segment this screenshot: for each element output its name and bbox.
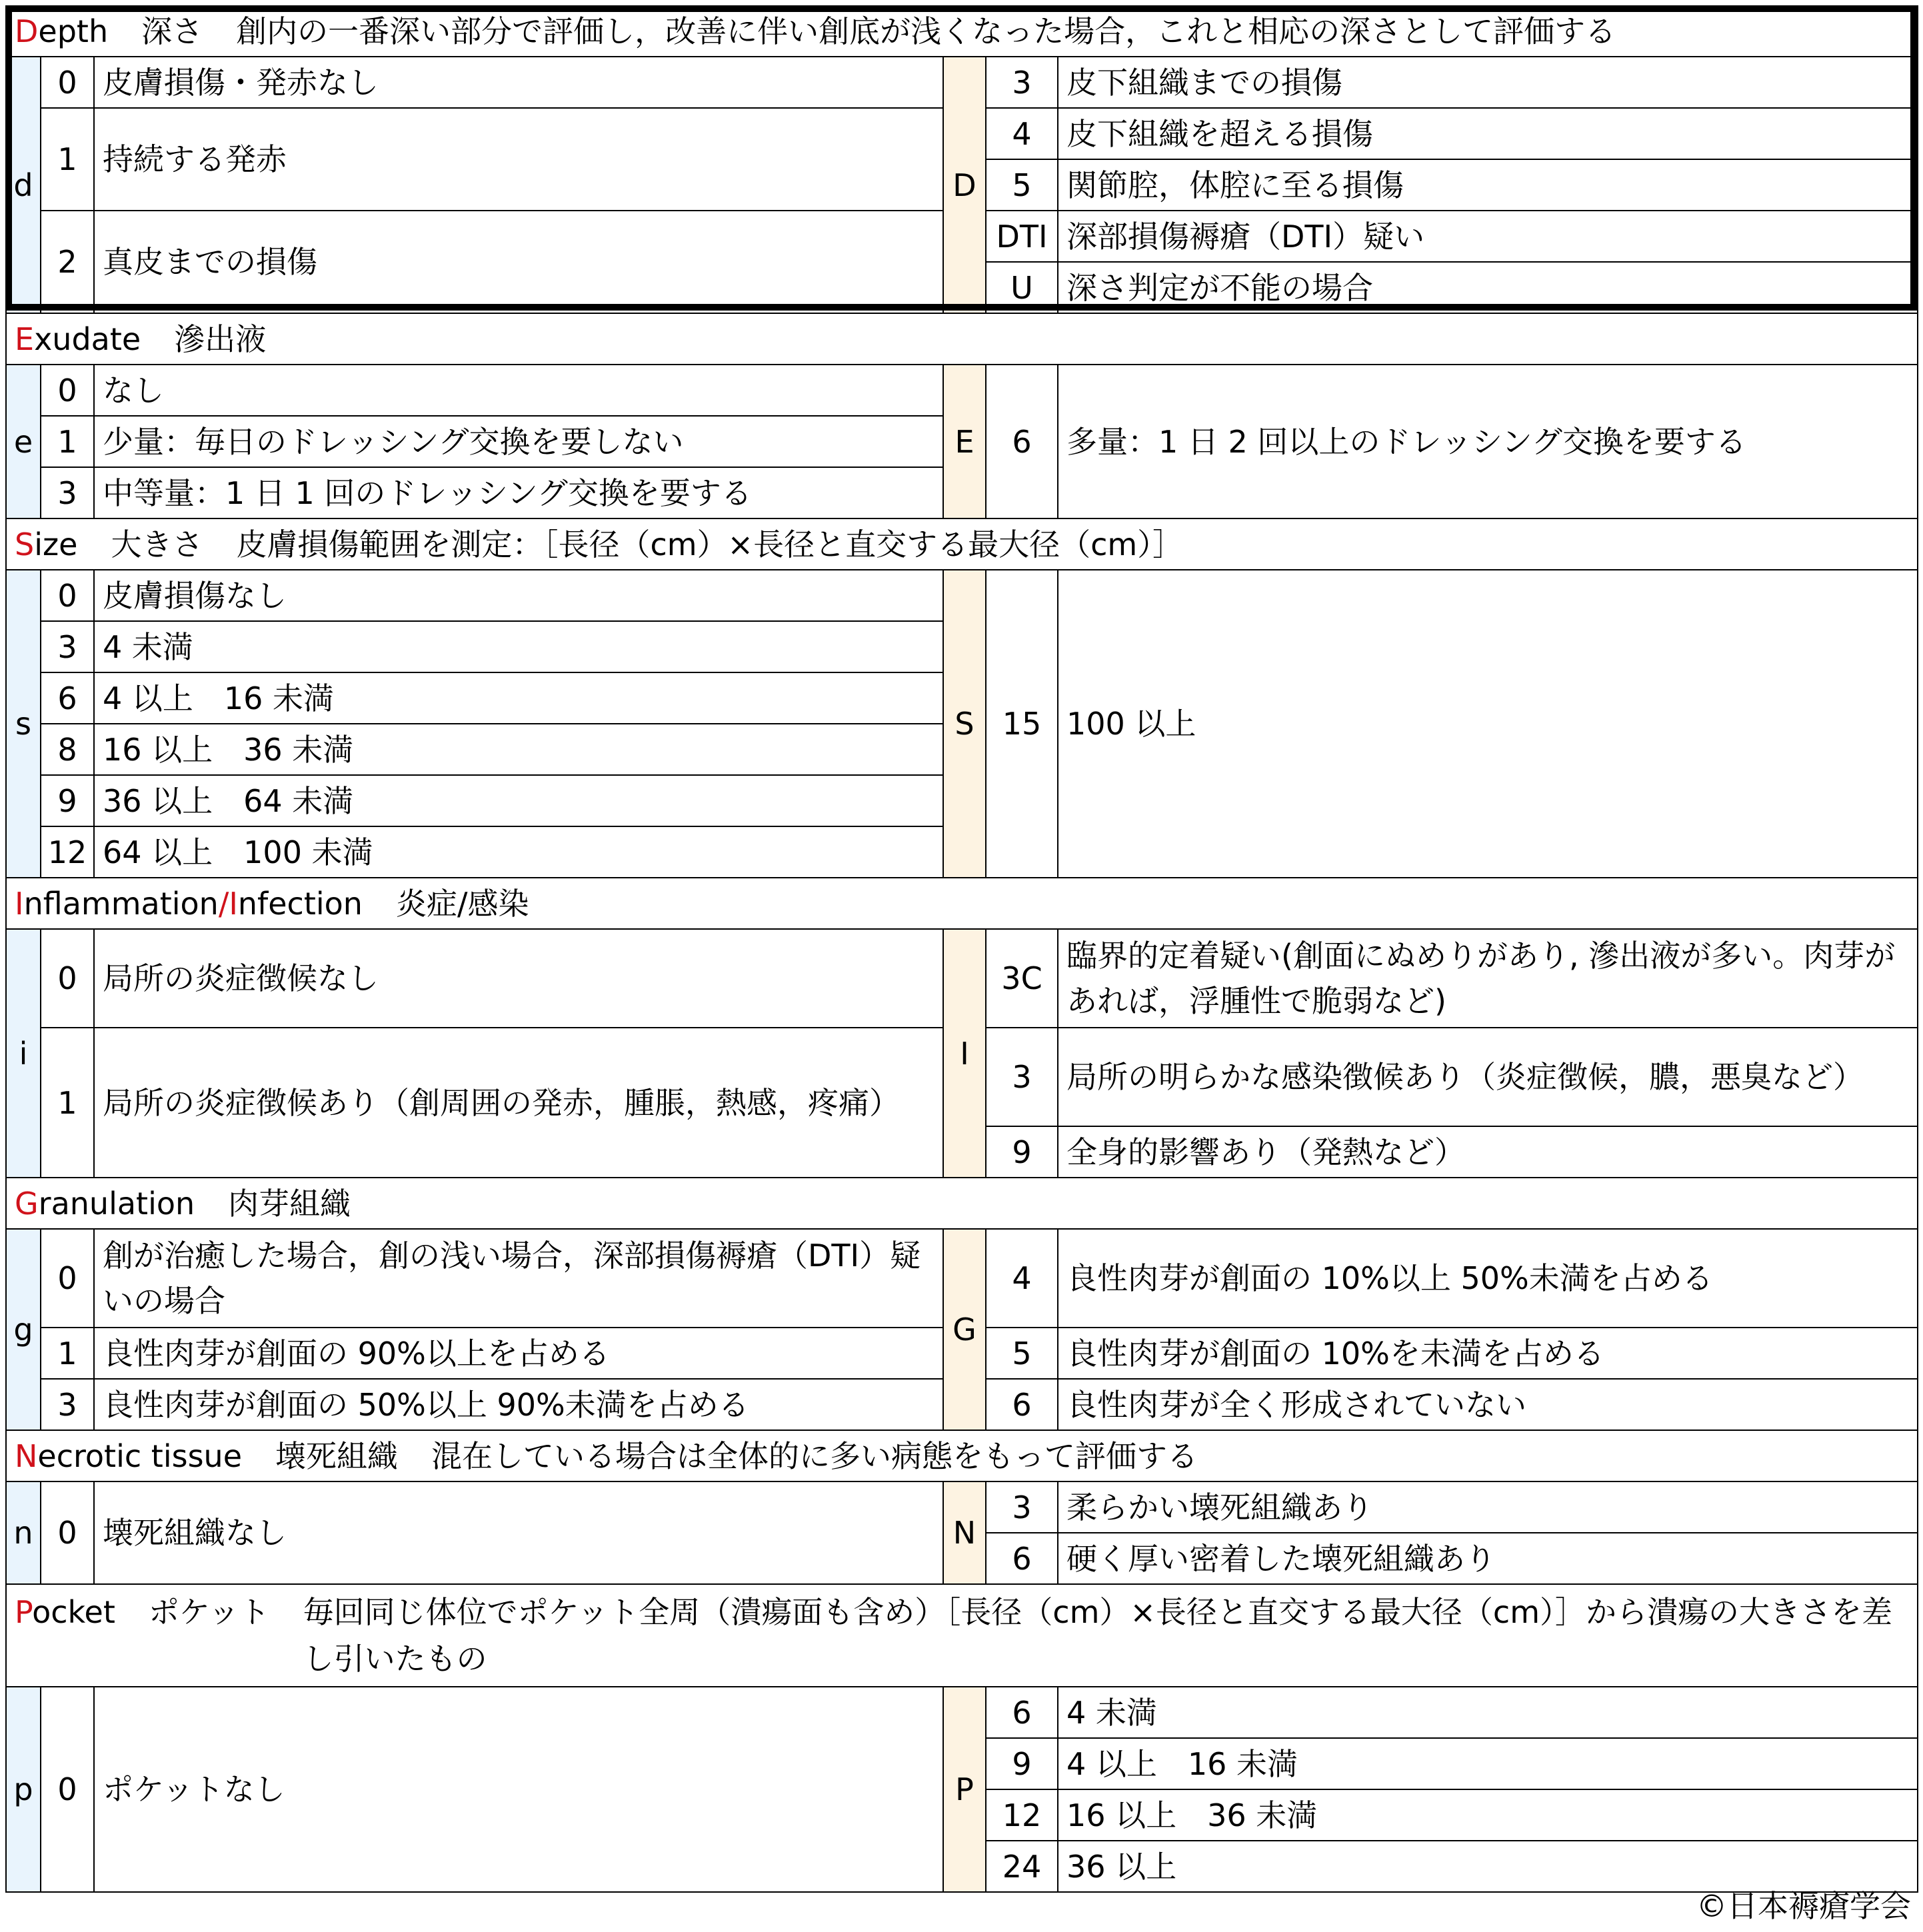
necrotic-description: 混在している場合は全体的に多い病態をもって評価する [431, 1438, 1198, 1474]
pocket-lower-text-0: ポケットなし [94, 1687, 943, 1892]
inflammation-lower-score-1: 1 [41, 1028, 94, 1178]
size-lower-score-2: 6 [41, 672, 94, 724]
table-row [6, 57, 1918, 108]
exudate-lower-text-0: なし [94, 365, 943, 416]
inflammation-lower-score-0: 0 [41, 929, 94, 1028]
size-title: ize [34, 526, 78, 562]
depth-lower-score-1: 1 [41, 108, 94, 211]
depth-header [6, 6, 1918, 57]
exudate-upper-code: E [943, 365, 986, 518]
depth-lower-code: d [6, 57, 41, 313]
pocket-upper-code: P [943, 1687, 986, 1892]
pocket-upper-text-0: 4 未満 [1058, 1687, 1918, 1738]
necrotic-upper-text-0: 柔らかい壊死組織あり [1058, 1481, 1918, 1533]
depth-lower-text-0: 皮膚損傷・発赤なし [94, 57, 943, 108]
pocket-title-jp: ポケット [148, 1594, 270, 1630]
table-row [6, 1481, 1918, 1533]
size-header-cell [6, 518, 1918, 570]
granulation-header-cell [6, 1178, 1918, 1229]
granulation-upper-score-1: 5 [986, 1328, 1058, 1379]
exudate-lower-text-1: 少量：毎日のドレッシング交換を要しない [94, 416, 943, 467]
pocket-upper-score-0: 6 [986, 1687, 1058, 1738]
pocket-upper-text-1: 4 以上 16 未満 [1058, 1738, 1918, 1789]
size-lower-text-3: 16 以上 36 未満 [94, 724, 943, 775]
granulation-lower-score-1: 1 [41, 1328, 94, 1379]
size-lower-code: s [6, 570, 41, 878]
granulation-lower-score-0: 0 [41, 1229, 94, 1328]
inflammation-upper-score-0: 3C [986, 929, 1058, 1028]
granulation-upper-text-0: 良性肉芽が創面の 10%以上 50%未満を占める [1058, 1229, 1918, 1328]
granulation-upper-text-2: 良性肉芽が全く形成されていない [1058, 1379, 1918, 1430]
depth-upper-score-4: U [986, 262, 1058, 313]
exudate-upper-text-0: 多量：1 日 2 回以上のドレッシング交換を要する [1058, 365, 1918, 518]
pocket-lower-code: p [6, 1687, 41, 1892]
depth-lower-score-2: 2 [41, 211, 94, 313]
size-header [6, 518, 1918, 570]
inflammation-header [6, 878, 1918, 929]
pocket-description: 毎回同じ体位でポケット全周（潰瘍面も含め）［長径（cm）×長径と直交する最大径（cm）］から潰瘍の大きさを差し引いたもの [303, 1594, 1893, 1677]
granulation-title: ranulation [38, 1185, 195, 1222]
inflammation-upper-text-2: 全身的影響あり（発熱など） [1058, 1126, 1918, 1178]
size-lower-text-0: 皮膚損傷なし [94, 570, 943, 621]
necrotic-header-cell [6, 1430, 1918, 1481]
pocket-upper-score-1: 9 [986, 1738, 1058, 1789]
pocket-title: ocket [32, 1594, 115, 1630]
depth-upper-text-3: 深部損傷褥瘡（DTI）疑い [1058, 211, 1918, 262]
size-title-jp: 大きさ [111, 526, 203, 562]
infection-title: nfection [237, 885, 363, 922]
table-row [6, 1229, 1918, 1328]
exudate-upper-score-0: 6 [986, 365, 1058, 518]
exudate-header [6, 313, 1918, 365]
exudate-header-cell [6, 313, 1918, 365]
necrotic-upper-score-0: 3 [986, 1481, 1058, 1533]
granulation-upper-text-1: 良性肉芽が創面の 10%を未満を占める [1058, 1328, 1918, 1379]
depth-title-jp: 深さ [141, 13, 203, 49]
size-upper-score-0: 15 [986, 570, 1058, 878]
size-lower-score-3: 8 [41, 724, 94, 775]
exudate-lower-text-2: 中等量：1 日 1 回のドレッシング交換を要する [94, 467, 943, 518]
granulation-lower-code: g [6, 1229, 41, 1430]
necrotic-initial: N [15, 1438, 38, 1474]
pocket-header-cell [6, 1584, 1918, 1687]
necrotic-lower-score-0: 0 [41, 1481, 94, 1584]
granulation-upper-code: G [943, 1229, 986, 1430]
size-lower-score-4: 9 [41, 775, 94, 826]
pocket-header [6, 1584, 1918, 1687]
table-row [6, 929, 1918, 1028]
inflammation-lower-text-0: 局所の炎症徴候なし [94, 929, 943, 1028]
depth-upper-text-0: 皮下組織までの損傷 [1058, 57, 1918, 108]
granulation-title-jp: 肉芽組織 [228, 1185, 351, 1222]
necrotic-title-jp: 壊死組織 [275, 1438, 398, 1474]
inflammation-upper-text-1: 局所の明らかな感染徴候あり（炎症徴候，膿，悪臭など） [1058, 1028, 1918, 1126]
design-r-table [5, 5, 1917, 1893]
inflammation-upper-score-1: 3 [986, 1028, 1058, 1126]
pocket-upper-score-2: 12 [986, 1789, 1058, 1841]
inflammation-lower-text-1: 局所の炎症徴候あり（創周囲の発赤，腫脹，熱感，疼痛） [94, 1028, 943, 1178]
exudate-lower-score-1: 1 [41, 416, 94, 467]
inflammation-title-jp: 炎症/感染 [395, 885, 529, 922]
size-lower-score-1: 3 [41, 621, 94, 672]
exudate-title: xudate [34, 321, 141, 357]
necrotic-upper-score-1: 6 [986, 1533, 1058, 1584]
granulation-lower-text-2: 良性肉芽が創面の 50%以上 90%未満を占める [94, 1379, 943, 1430]
scoring-table [5, 5, 1918, 1893]
table-row [6, 365, 1918, 416]
table-row [6, 570, 1918, 621]
inflammation-slash: / [218, 885, 229, 922]
depth-upper-text-4: 深さ判定が不能の場合 [1058, 262, 1918, 313]
inflammation-lower-code: i [6, 929, 41, 1178]
depth-lower-text-2: 真皮までの損傷 [94, 211, 943, 313]
pocket-upper-text-2: 16 以上 36 未満 [1058, 1789, 1918, 1841]
size-upper-code: S [943, 570, 986, 878]
pocket-initial: P [15, 1594, 33, 1630]
depth-upper-text-2: 関節腔，体腔に至る損傷 [1058, 159, 1918, 211]
necrotic-lower-text-0: 壊死組織なし [94, 1481, 943, 1584]
necrotic-upper-code: N [943, 1481, 986, 1584]
depth-lower-score-0: 0 [41, 57, 94, 108]
exudate-initial: E [15, 321, 35, 357]
granulation-lower-text-0: 創が治癒した場合，創の浅い場合，深部損傷褥瘡（DTI）疑いの場合 [94, 1229, 943, 1328]
depth-description: 創内の一番深い部分で評価し，改善に伴い創底が浅くなった場合，これと相応の深さとして評価する [236, 13, 1616, 49]
inflammation-initial: I [15, 885, 24, 922]
size-lower-text-4: 36 以上 64 未満 [94, 775, 943, 826]
inflammation-title: nflammation [23, 885, 219, 922]
granulation-upper-score-2: 6 [986, 1379, 1058, 1430]
exudate-lower-code: e [6, 365, 41, 518]
depth-upper-text-1: 皮下組織を超える損傷 [1058, 108, 1918, 159]
necrotic-title: ecrotic tissue [37, 1438, 242, 1474]
size-lower-text-1: 4 未満 [94, 621, 943, 672]
depth-title: epth [38, 13, 109, 49]
size-lower-score-0: 0 [41, 570, 94, 621]
granulation-lower-text-1: 良性肉芽が創面の 90%以上を占める [94, 1328, 943, 1379]
inflammation-upper-code: I [943, 929, 986, 1178]
depth-lower-text-1: 持続する発赤 [94, 108, 943, 211]
depth-upper-score-1: 4 [986, 108, 1058, 159]
infection-initial: I [229, 885, 238, 922]
depth-upper-code: D [943, 57, 986, 313]
inflammation-header-cell [6, 878, 1918, 929]
size-lower-score-5: 12 [41, 826, 94, 878]
depth-upper-score-3: DTI [986, 211, 1058, 262]
size-upper-text-0: 100 以上 [1058, 570, 1918, 878]
necrotic-header [6, 1430, 1918, 1481]
exudate-title-jp: 滲出液 [174, 321, 267, 357]
pocket-upper-score-3: 24 [986, 1841, 1058, 1892]
granulation-initial: G [15, 1185, 39, 1222]
depth-initial: D [15, 13, 39, 49]
necrotic-upper-text-1: 硬く厚い密着した壊死組織あり [1058, 1533, 1918, 1584]
pocket-lower-score-0: 0 [41, 1687, 94, 1892]
depth-upper-score-2: 5 [986, 159, 1058, 211]
size-description: 皮膚損傷範囲を測定：［長径（cm）×長径と直交する最大径（cm）］ [236, 526, 1184, 562]
necrotic-lower-code: n [6, 1481, 41, 1584]
exudate-lower-score-0: 0 [41, 365, 94, 416]
granulation-lower-score-2: 3 [41, 1379, 94, 1430]
table-row [6, 1687, 1918, 1738]
size-initial: S [15, 526, 35, 562]
size-lower-text-2: 4 以上 16 未満 [94, 672, 943, 724]
size-lower-text-5: 64 以上 100 未満 [94, 826, 943, 878]
exudate-lower-score-2: 3 [41, 467, 94, 518]
granulation-header [6, 1178, 1918, 1229]
copyright-notice: ©日本褥瘡学会 [1696, 1888, 1911, 1924]
pocket-upper-text-3: 36 以上 [1058, 1841, 1918, 1892]
depth-header-cell [6, 6, 1918, 57]
inflammation-upper-score-2: 9 [986, 1126, 1058, 1178]
depth-upper-score-0: 3 [986, 57, 1058, 108]
inflammation-upper-text-0: 臨界的定着疑い(創面にぬめりがあり, 滲出液が多い。肉芽があれば，浮腫性で脆弱など) [1058, 929, 1918, 1028]
granulation-upper-score-0: 4 [986, 1229, 1058, 1328]
